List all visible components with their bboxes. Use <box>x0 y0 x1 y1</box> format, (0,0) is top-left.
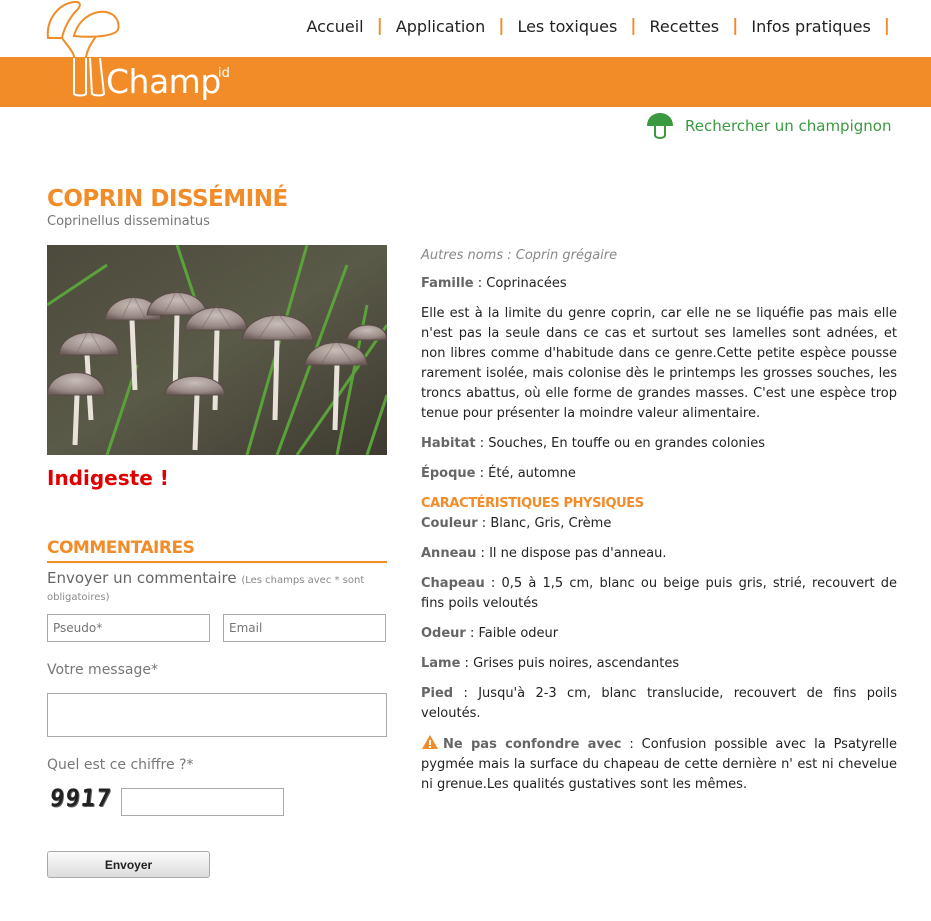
lame-label: Lame <box>421 656 461 671</box>
comments-divider <box>47 561 387 563</box>
search-mushroom-link[interactable] <box>645 112 891 140</box>
top-navigation <box>300 16 897 36</box>
anneau-value: : Il ne dispose pas d'anneau. <box>476 546 667 561</box>
captcha-label: Quel est ce chiffre ?* <box>47 757 194 773</box>
chapeau-label: Chapeau <box>421 576 485 591</box>
odeur-row <box>421 624 897 644</box>
captcha-image: 9917 <box>48 784 114 812</box>
famille-label: Famille <box>421 276 474 291</box>
description: Elle est à la limite du genre coprin, car elle ne se liquéfie pas mais elle n'est pas la seule dans ce cas et surtout ses lamelles sont adnées, et non libres comme d'habitude dans ce genre.Cette petite espèce pousse rarement isolée, mais colonise dès le printemps les grosses souches, les troncs abattus, où elle forme de grandes masses. C'est une espèce trop tenue pour présenter la moindre valeur alimentaire. <box>421 306 897 421</box>
odeur-value: : Faible odeur <box>465 626 559 641</box>
famille-value: : Coprinacées <box>473 276 567 291</box>
habitat-value: : Souches, En touffe ou en grandes colonies <box>475 436 766 451</box>
physical-characteristics-title: CARACTÉRISTIQUES PHYSIQUES <box>421 496 644 511</box>
mushroom-icon <box>645 112 675 140</box>
warning-icon <box>421 734 439 750</box>
nav-les-toxiques[interactable]: Les toxiques <box>517 16 618 36</box>
habitat-row <box>421 434 897 454</box>
latin-name: Coprinellus disseminatus <box>47 214 210 229</box>
epoque-row <box>421 464 897 484</box>
anneau-label: Anneau <box>421 546 477 561</box>
pied-label: Pied <box>421 686 454 701</box>
page-title: COPRIN DISSÉMINÉ <box>47 186 288 212</box>
chapeau-value: : 0,5 à 1,5 cm, blanc ou beige puis gris, strié, recouvert de fins poils veloutés <box>421 576 897 611</box>
submit-button[interactable]: Envoyer <box>47 851 210 878</box>
habitat-label: Habitat <box>421 436 476 451</box>
captcha-input[interactable] <box>121 788 284 816</box>
comments-title: COMMENTAIRES <box>47 538 195 558</box>
anneau-row <box>421 544 897 564</box>
nav-separator: | <box>376 16 383 36</box>
lame-value: : Grises puis noires, ascendantes <box>460 656 680 671</box>
nav-application[interactable]: Application <box>395 16 486 36</box>
confusion-value: : Confusion possible avec la Psatyrelle pygmée mais la surface du chapeau de cette dernière n' est ni chevelue ni grenue.Les qualités gustatives sont les mêmes. <box>421 737 897 792</box>
couleur-label: Couleur <box>421 516 478 531</box>
other-names: Autres noms : Coprin grégaire <box>421 248 618 263</box>
confusion-row <box>421 734 897 795</box>
edibility-verdict: Indigeste ! <box>47 466 169 490</box>
pied-row <box>421 684 897 724</box>
logo-superscript: id <box>218 66 230 81</box>
nav-separator: | <box>732 16 739 36</box>
chapeau-row <box>421 574 897 614</box>
message-label: Votre message* <box>47 662 158 678</box>
comments-subtitle <box>47 571 387 605</box>
comments-required-note: (Les champs avec * sont obligatoires) <box>47 575 365 603</box>
pseudo-field[interactable] <box>47 614 210 642</box>
search-mushroom-label: Rechercher un champignon <box>685 117 892 135</box>
comments-subtitle-text: Envoyer un commentaire <box>47 569 237 587</box>
epoque-value: : Été, automne <box>475 466 576 481</box>
lame-row <box>421 654 897 674</box>
nav-recettes[interactable]: Recettes <box>649 16 720 36</box>
logo-text[interactable]: Champ <box>106 62 221 101</box>
nav-separator: | <box>883 16 890 36</box>
nav-accueil[interactable]: Accueil <box>306 16 364 36</box>
couleur-row <box>421 514 897 534</box>
nav-separator: | <box>630 16 637 36</box>
mushroom-details <box>421 246 897 805</box>
mushroom-photo <box>47 245 387 455</box>
nav-separator: | <box>498 16 505 36</box>
odeur-label: Odeur <box>421 626 466 641</box>
confusion-label: Ne pas confondre avec <box>443 737 622 752</box>
message-textarea[interactable] <box>47 693 387 737</box>
epoque-label: Époque <box>421 466 476 481</box>
nav-infos-pratiques[interactable]: Infos pratiques <box>751 16 871 36</box>
couleur-value: : Blanc, Gris, Crème <box>477 516 612 531</box>
email-field[interactable] <box>223 614 386 642</box>
pied-value: : Jusqu'à 2-3 cm, blanc translucide, recouvert de fins poils veloutés. <box>421 686 897 721</box>
famille-row <box>421 274 897 294</box>
